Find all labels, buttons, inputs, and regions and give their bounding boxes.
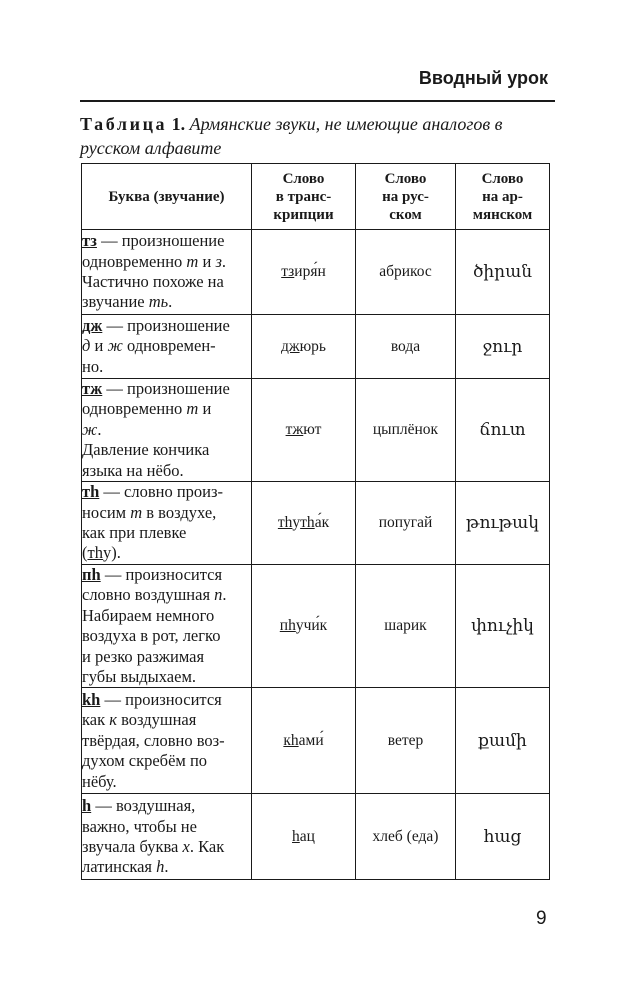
underlined-letters: кh <box>283 731 299 749</box>
description-line <box>82 336 251 356</box>
description-line <box>82 292 251 312</box>
underlined-letters: тh <box>300 514 315 532</box>
text-segment: а́к <box>314 514 330 532</box>
caption-text: Армянские звуки, не имеющие аналогов в русском алфавите <box>80 114 503 158</box>
text-segment: ац <box>299 827 315 845</box>
underlined-letters: пh <box>279 617 296 635</box>
text-segment: носим <box>82 502 131 522</box>
text-segment: и резко разжимая <box>82 646 205 666</box>
transcription-word <box>252 379 356 482</box>
armenian-word: ջուր <box>456 315 550 379</box>
text-segment: но. <box>82 356 104 376</box>
italic-letter: д <box>82 336 91 356</box>
description-line <box>82 523 251 543</box>
text-segment: ют <box>303 421 322 439</box>
armenian-word: փուչիկ <box>456 565 550 688</box>
description-line <box>82 690 251 710</box>
text-segment: . <box>221 251 226 271</box>
description-line <box>82 565 251 585</box>
description-line <box>82 399 251 419</box>
chapter-title: Вводный урок <box>418 68 548 88</box>
russian-word: попугай <box>356 482 456 565</box>
text-segment: — произношение <box>106 379 230 398</box>
sound-letter: пh <box>82 565 101 585</box>
text-segment: Частично похоже на <box>82 272 224 291</box>
description-line <box>82 440 251 460</box>
underlined-letters: тж <box>285 421 304 439</box>
description-line <box>82 772 251 792</box>
description-line <box>82 379 251 399</box>
transcription-word <box>252 482 356 565</box>
running-header <box>80 64 555 102</box>
text-segment: . <box>97 419 102 439</box>
italic-letter: х <box>182 836 190 856</box>
text-segment: как при плевке <box>82 523 187 543</box>
russian-word: ветер <box>356 688 456 794</box>
text-segment: латинская <box>82 857 157 877</box>
description-line <box>82 231 251 251</box>
sound-letter: тh <box>82 482 100 502</box>
text-segment: одновременно <box>82 251 187 271</box>
italic-letter: т <box>130 502 143 522</box>
text-segment: учи́к <box>295 617 328 635</box>
table-header-row <box>82 164 550 230</box>
italic-letter: h <box>156 857 165 877</box>
sound-letter: h <box>82 796 92 816</box>
text-segment: воздуха в рот, легко <box>82 626 221 646</box>
description-line <box>82 857 251 877</box>
text-segment: — произносится <box>104 689 222 709</box>
russian-word: абрикос <box>356 230 456 315</box>
description-line <box>82 316 251 336</box>
text-segment: . <box>168 292 173 312</box>
sound-description <box>82 794 252 880</box>
table-body <box>82 230 550 880</box>
text-segment: и <box>198 399 212 419</box>
caption-label: Таблица <box>80 114 168 134</box>
description-line <box>82 796 251 816</box>
table-row <box>82 688 550 794</box>
italic-letter: ж <box>82 419 98 439</box>
description-line <box>82 731 251 751</box>
table-caption <box>80 112 550 160</box>
table-row <box>82 230 550 315</box>
italic-letter: т <box>186 251 199 271</box>
page-number: 9 <box>536 908 547 929</box>
caption-number: 1. <box>171 114 186 134</box>
text-segment: твёрдая, словно воз- <box>82 730 225 750</box>
underlined-letters: тh <box>277 514 293 532</box>
text-segment: иря́н <box>294 263 326 280</box>
text-segment: одновременно <box>82 399 187 419</box>
text-segment: губы выдыхаем. <box>82 667 197 687</box>
sound-description <box>82 379 252 482</box>
text-segment: — произносится <box>104 565 223 585</box>
description-line <box>82 710 251 730</box>
armenian-word: հաց <box>456 794 550 880</box>
italic-letter: ть <box>148 292 169 312</box>
text-segment: и <box>90 336 108 356</box>
header-russian: Слово на рус- ском <box>356 164 456 230</box>
description-line <box>82 751 251 771</box>
table-row <box>82 315 550 379</box>
text-segment: . <box>164 857 169 877</box>
description-line <box>82 543 251 563</box>
text-segment: у <box>292 514 301 532</box>
text-segment: — произношение <box>106 315 230 335</box>
italic-letter: з <box>215 251 222 271</box>
header-armenian: Слово на ар- мянском <box>456 164 550 230</box>
table-row <box>82 482 550 565</box>
italic-letter: п <box>214 585 223 605</box>
description-line <box>82 357 251 377</box>
text-segment: как <box>82 710 110 730</box>
underlined-letters: тh <box>87 543 103 563</box>
text-segment: юрь <box>299 337 326 355</box>
sound-description <box>82 315 252 379</box>
text-segment: ( <box>82 543 88 563</box>
header-transcription: Слово в транс- крипции <box>252 164 356 230</box>
sound-letter: тж <box>82 379 103 398</box>
table-row <box>82 565 550 688</box>
text-segment: — словно произ- <box>103 482 224 502</box>
text-segment: и <box>198 251 216 271</box>
text-segment: нёбу. <box>82 771 117 791</box>
sound-description <box>82 482 252 565</box>
sound-letter: тз <box>82 231 97 251</box>
text-segment: у). <box>102 543 121 563</box>
description-line <box>82 817 251 837</box>
text-segment: Давление кончика <box>82 440 210 460</box>
russian-word: хлеб (еда) <box>356 794 456 880</box>
text-segment: . <box>222 585 227 605</box>
text-segment: . Как <box>189 836 225 856</box>
table-row <box>82 379 550 482</box>
sound-description <box>82 688 252 794</box>
table-row <box>82 794 550 880</box>
sound-description <box>82 230 252 315</box>
transcription-word <box>252 794 356 880</box>
description-line <box>82 837 251 857</box>
text-segment: духом скребём по <box>82 751 208 771</box>
transcription-word <box>252 688 356 794</box>
text-segment: — произношение <box>101 231 225 251</box>
russian-word: цыплёнок <box>356 379 456 482</box>
transcription-word <box>252 230 356 315</box>
italic-letter: ж <box>107 336 123 356</box>
russian-word: шарик <box>356 565 456 688</box>
text-segment: в воздухе, <box>142 502 217 522</box>
text-segment: — воздушная, <box>95 796 196 816</box>
text-segment: звучание <box>82 292 149 312</box>
italic-letter: к <box>109 710 117 730</box>
armenian-word: քամի <box>456 688 550 794</box>
text-segment: ами́ <box>298 731 324 749</box>
sounds-table <box>81 163 550 880</box>
text-segment: звучала буква <box>82 836 183 856</box>
description-line <box>82 626 251 646</box>
description-line <box>82 606 251 626</box>
description-line <box>82 420 251 440</box>
armenian-word: ծիրան <box>456 230 550 315</box>
italic-letter: т <box>186 399 199 419</box>
description-line <box>82 667 251 687</box>
transcription-word <box>252 565 356 688</box>
text-segment: воздушная <box>116 710 197 730</box>
sound-letter: дж <box>82 315 103 335</box>
transcription-word <box>252 315 356 379</box>
description-line <box>82 252 251 272</box>
description-line <box>82 482 251 502</box>
description-line <box>82 461 251 481</box>
description-line <box>82 503 251 523</box>
header-letter: Буква (звучание) <box>82 164 252 230</box>
underlined-letters: тз <box>281 263 295 280</box>
armenian-word: թութակ <box>456 482 550 565</box>
sound-description <box>82 565 252 688</box>
text-segment: одновремен- <box>122 336 216 356</box>
description-line <box>82 272 251 292</box>
armenian-word: ճուտ <box>456 379 550 482</box>
underlined-letters: h <box>292 827 300 845</box>
description-line <box>82 647 251 667</box>
sound-letter: kh <box>82 689 101 709</box>
text-segment: словно воздушная <box>82 585 215 605</box>
text-segment: языка на нёбо. <box>82 460 184 480</box>
text-segment: важно, чтобы не <box>82 816 197 836</box>
underlined-letters: дж <box>280 337 300 355</box>
russian-word: вода <box>356 315 456 379</box>
description-line <box>82 585 251 605</box>
text-segment: Набираем немного <box>82 605 215 625</box>
